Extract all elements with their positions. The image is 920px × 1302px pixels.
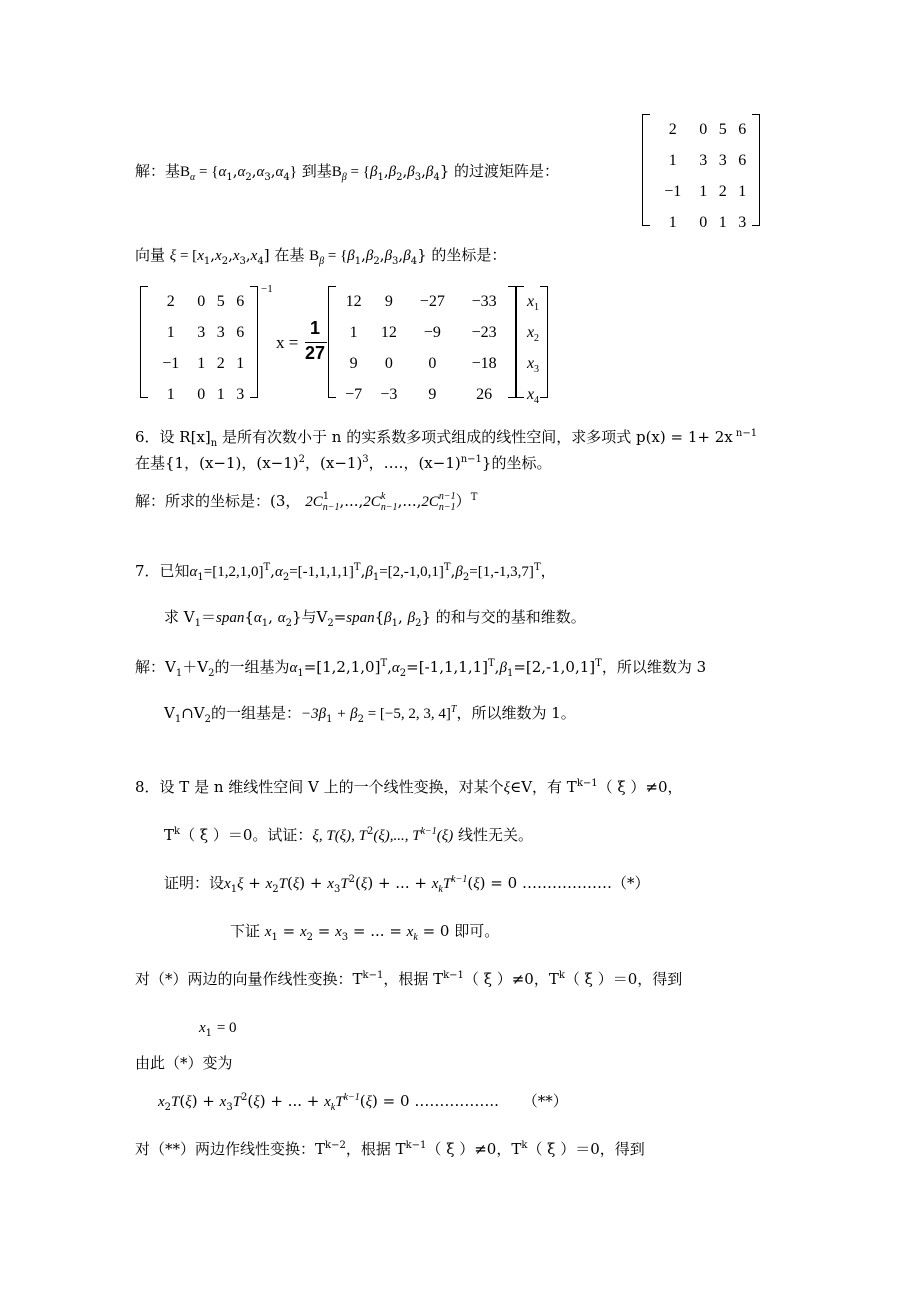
q8-line2: $T^k$（ ξ ）＝0。试证：ξ, T(ξ), $T^2(\xi)$,..., $T^{k-1}(\xi)$ 线性无关。 xyxy=(164,826,533,844)
x-vector-cell: $x_3$ xyxy=(526,354,540,375)
matrix-a-inv-cell: 1 xyxy=(166,323,175,341)
p10-text: 由此（*）变为 xyxy=(135,1054,233,1072)
x-equals: x = xyxy=(276,333,299,352)
x-vector-cell: $x_4$ xyxy=(526,385,540,406)
matrix-a-inv-cell: 1 xyxy=(216,385,225,403)
frac-denominator: 27 xyxy=(304,343,326,363)
x-vector-cell: $x_1$ xyxy=(526,292,540,313)
matrix-a-inv-cell: 3 xyxy=(236,385,245,403)
eq2-line: $x_2T(\xi) + x_3T^2(\xi)$ + ... + $x_kT^{k-1}(\xi) = 0$ …………….. （**） xyxy=(158,1092,568,1113)
matrix-b-row xyxy=(336,286,510,317)
matrix-a-inv-cell: 1 xyxy=(166,385,175,403)
matrix-b-cell: 12 xyxy=(380,323,397,341)
matrix-a-inv-cell: 2 xyxy=(166,292,175,310)
x-vector-row xyxy=(522,286,544,317)
matrix-a-cell: 1 xyxy=(738,182,747,200)
p9-text: 对（*）两边的向量作线性变换：$T^{k-1}$，根据 $T^{k-1}$（ ξ ）≠0，$T^k$（ ξ ）＝0，得到 xyxy=(135,970,683,988)
matrix-a-cell: 1 xyxy=(668,213,677,231)
x1-equals-zero: $x_1 = 0$ xyxy=(199,1020,237,1039)
x-vector-cell: $x_2$ xyxy=(526,323,540,344)
matrix-a-row xyxy=(652,207,752,238)
a7-line2: $V_1\cap V_2$的一组基是：$-3\beta_1 + \beta_2 = [-5$, 2, 3, 4]$^T$，所以维数为 1。 xyxy=(164,704,576,725)
matrix-a-inv-cell: 0 xyxy=(197,292,206,310)
x-vector-row xyxy=(522,379,544,410)
matrix-a-inv-cell: 1 xyxy=(236,354,245,372)
matrix-a-cell: 5 xyxy=(718,120,727,138)
q7-line2: 求 $V_1=span\{\alpha_1$, $\alpha_2$}与$V_2=span\{\beta_1$, $\beta_2$} 的和与交的基和维数。 xyxy=(164,608,586,629)
matrix-b-row xyxy=(336,317,510,348)
x-vector-row xyxy=(522,317,544,348)
matrix-b-cell: 0 xyxy=(384,354,393,372)
matrix-a-cell: 3 xyxy=(718,151,727,169)
transition-matrix xyxy=(642,114,760,231)
matrix-a-cell: 2 xyxy=(718,182,727,200)
matrix-a-inv-cell: −1 xyxy=(162,354,180,372)
matrix-b-cell: −23 xyxy=(471,323,497,341)
matrix-a-inv-row xyxy=(150,286,250,317)
x-vector xyxy=(516,286,548,406)
matrix-a-cell: 6 xyxy=(738,120,747,138)
matrix-b-cell: 9 xyxy=(384,292,393,310)
matrix-a-inv-cell: 2 xyxy=(216,354,225,372)
matrix-a-cell: 1 xyxy=(699,182,708,200)
matrix-a-inv-cell: 3 xyxy=(216,323,225,341)
p11-text: 对（**）两边作线性变换：$T^{k-2}$，根据 $T^{k-1}$（ ξ ）≠0，$T^k$（ ξ ）＝0，得到 xyxy=(135,1140,645,1158)
matrix-a-cell: 3 xyxy=(699,151,708,169)
matrix-b-cell: −27 xyxy=(419,292,445,310)
q6-line1: 6．设 $R[x]_n$ 是所有次数小于 n 的实系数多项式组成的线性空间，求多项式 p(x) = 1+ 2x $^{n-1}$ xyxy=(135,428,758,449)
matrix-a-inv-cell: 0 xyxy=(197,385,206,403)
matrix-b-row xyxy=(336,348,510,379)
q8-line1: 8．设 T 是 n 维线性空间 V 上的一个线性变换，对某个ξ∈V，有 $T^{k-1}$（ ξ ）≠0， xyxy=(135,778,683,796)
matrix-a-inv-row xyxy=(150,348,250,379)
matrix-a-inv-cell: 6 xyxy=(236,292,245,310)
q7-line1: 7．已知$\alpha_1=[1,2,1,0]^T,\alpha_2=[-1,1,1,1]^T,\beta_1=[2,-1,0,1]^T,\beta_2=[1,-1,3,7]^T$， xyxy=(135,562,556,583)
a6-text: 解：所求的坐标是：(3， 2C 1 n−1 ,...,2C k n−1 ,...,2C n−1 n−1 ）$^T$ xyxy=(135,491,478,513)
matrix-a-row xyxy=(652,145,752,176)
matrix-b-cell: 9 xyxy=(428,385,437,403)
inverse-matrix xyxy=(140,286,258,403)
matrix-b-row xyxy=(336,379,510,410)
matrix-a-inv-cell: 5 xyxy=(216,292,225,310)
matrix-a-cell: 0 xyxy=(699,120,708,138)
matrix-a-cell: −1 xyxy=(664,182,682,200)
matrix-a-row xyxy=(652,176,752,207)
matrix-b-cell: −18 xyxy=(471,354,497,372)
proof-line1: 证明：设$x_1\xi + x_2T(\xi) + x_3T^2(\xi)$ + ... + $x_kT^{k-1}(\xi) = 0$ ………………（*） xyxy=(164,874,650,895)
matrix-a-inv-row xyxy=(150,379,250,410)
a7-line1: 解：$V_1+V_2$的一组基为$\alpha_1=[1,2,1,0]^T,\alpha_2=[-1,1,1,1]^T,\beta_1=[2,-1,0,1]^T$，所以维数为 3 xyxy=(135,658,707,679)
matrix-a-inv-cell: 6 xyxy=(236,323,245,341)
matrix-a-inv-row xyxy=(150,317,250,348)
matrix-a-cell: 6 xyxy=(738,151,747,169)
matrix-b-cell: 26 xyxy=(476,385,493,403)
matrix-a-cell: 3 xyxy=(738,213,747,231)
matrix-a-cell: 1 xyxy=(668,151,677,169)
inverse-superscript: −1 xyxy=(261,283,273,295)
matrix-a-cell: 0 xyxy=(699,213,708,231)
matrix-b-cell: −3 xyxy=(380,385,398,403)
matrix-a-row xyxy=(652,114,752,145)
matrix-a-inv-cell: 3 xyxy=(197,323,206,341)
matrix-b-cell: 1 xyxy=(349,323,358,341)
matrix-b-cell: 9 xyxy=(349,354,358,372)
p2-text: 向量 $\xi = [x_1,x_2,x_3,x_4]$ 在基 $B_\beta = \{\beta_1,\beta_2,\beta_3,\beta_4\}$ 的坐标是： xyxy=(135,246,507,267)
x-vector-row xyxy=(522,348,544,379)
matrix-b-cell: −33 xyxy=(471,292,497,310)
inverse-result-matrix xyxy=(328,286,516,403)
p1-text: 解：基$B_\alpha = \{\alpha_1,\alpha_2,\alpha_3,\alpha_4\}$ 到基$B_\beta = \{\beta_1,\beta_2,\beta_3,\beta_4\}$ 的过渡矩阵是： xyxy=(135,162,560,183)
matrix-a-cell: 1 xyxy=(718,213,727,231)
matrix-b-cell: 12 xyxy=(345,292,362,310)
matrix-b-cell: −9 xyxy=(423,323,441,341)
matrix-b-cell: 0 xyxy=(428,354,437,372)
matrix-a-cell: 2 xyxy=(668,120,677,138)
proof-line2: 下证 $x_1 = x_2 = x_3$ = ... = $x_k = 0$ 即可。 xyxy=(230,922,500,943)
matrix-a-inv-cell: 1 xyxy=(197,354,206,372)
matrix-b-cell: −7 xyxy=(345,385,363,403)
frac-numerator: 1 xyxy=(309,318,320,338)
q6-line2: 在基{1，(x−1)，$(x-1)^2$，$(x-1)^3$，….，$(x-1)^{n-1}$}的坐标。 xyxy=(135,454,552,472)
